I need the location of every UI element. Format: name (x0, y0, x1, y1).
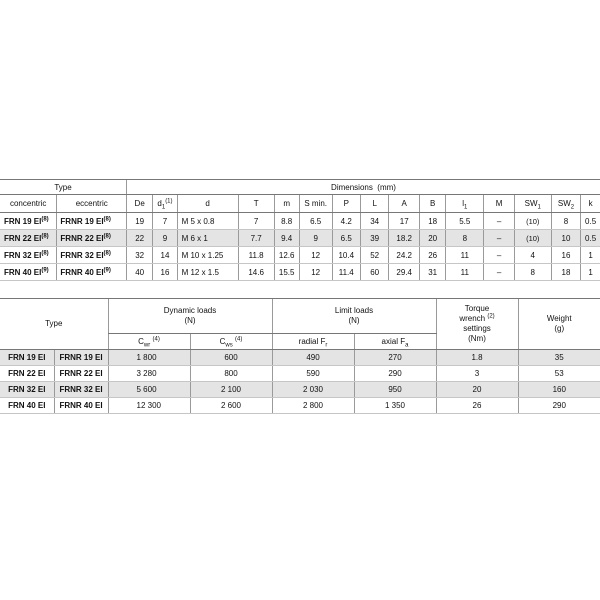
table-row (0, 213, 600, 230)
cell-cwr: 12 300 (108, 398, 190, 414)
sw2-header: $SW_2$ (551, 195, 581, 213)
cell-b: 20 (419, 230, 445, 247)
radial-header: radial $F_r$ (272, 334, 354, 350)
concentric-type: FRN 32 EI$^{(8)}$ (0, 247, 57, 264)
table-row (0, 366, 600, 382)
cell-axial: 1 350 (354, 398, 436, 414)
cell-de: 40 (127, 264, 153, 281)
cell-k: 1 (581, 247, 600, 264)
eccentric-type: FRNR 40 EI$^{(9)}$ (57, 264, 127, 281)
cell-t: 11.8 (238, 247, 274, 264)
dimensions-header: Dimensions (mm) (127, 180, 600, 195)
cell-cws: 2 600 (190, 398, 272, 414)
limit-loads-header: Limit loads (N) (272, 299, 436, 334)
cell-smin: 12 (299, 247, 332, 264)
cell-smin: 6.5 (299, 213, 332, 230)
cell-torque: 20 (436, 382, 518, 398)
cell-cws: 800 (190, 366, 272, 382)
cell-m: 12.6 (274, 247, 299, 264)
cell-d1: 16 (153, 264, 177, 281)
cell-weight: 35 (518, 350, 600, 366)
eccentric-type: FRNR 32 EI (54, 382, 108, 398)
weight-header: Weight (g) (518, 299, 600, 350)
cell-smin: 9 (299, 230, 332, 247)
cell-sw1: 8 (514, 264, 551, 281)
cell-axial: 270 (354, 350, 436, 366)
table-row (0, 382, 600, 398)
cell-b: 26 (419, 247, 445, 264)
cell-l: 52 (360, 247, 388, 264)
p-header: P (332, 195, 360, 213)
eccentric-type: FRNR 32 EI$^{(8)}$ (57, 247, 127, 264)
cell-torque: 26 (436, 398, 518, 414)
cell-l1: 11 (446, 264, 484, 281)
cell-sw2: 18 (551, 264, 581, 281)
cell-weight: 160 (518, 382, 600, 398)
cell-sw2: 10 (551, 230, 581, 247)
concentric-type: FRN 19 EI (0, 350, 54, 366)
cell-d1: 7 (153, 213, 177, 230)
m-header: m (274, 195, 299, 213)
d-header: d (177, 195, 238, 213)
cell-axial: 950 (354, 382, 436, 398)
concentric-type: FRN 22 EI$^{(8)}$ (0, 230, 57, 247)
cell-sw1: (10) (514, 213, 551, 230)
cell-l: 60 (360, 264, 388, 281)
table-row (0, 247, 600, 264)
cell-l1: 5.5 (446, 213, 484, 230)
cell-weight: 53 (518, 366, 600, 382)
concentric-type: FRN 19 EI$^{(8)}$ (0, 213, 57, 230)
eccentric-header: eccentric (57, 195, 127, 213)
cell-sw1: (10) (514, 230, 551, 247)
cell-torque: 3 (436, 366, 518, 382)
cell-a: 29.4 (389, 264, 420, 281)
sw1-header: $SW_1$ (514, 195, 551, 213)
b-header: B (419, 195, 445, 213)
cell-p: 4.2 (332, 213, 360, 230)
cell-k: 1 (581, 264, 600, 281)
cell-de: 32 (127, 247, 153, 264)
cell-m: 15.5 (274, 264, 299, 281)
cell-l1: 11 (446, 247, 484, 264)
cell-p: 11.4 (332, 264, 360, 281)
cell-l: 39 (360, 230, 388, 247)
smin-header: S min. (299, 195, 332, 213)
table-row (0, 230, 600, 247)
cell-d1: 9 (153, 230, 177, 247)
cell-t: 7.7 (238, 230, 274, 247)
cell-weight: 290 (518, 398, 600, 414)
cell-cwr: 5 600 (108, 382, 190, 398)
cell-d: M 5 x 0.8 (177, 213, 238, 230)
cell-smin: 12 (299, 264, 332, 281)
concentric-type: FRN 40 EI$^{(9)}$ (0, 264, 57, 281)
cell-k: 0.5 (581, 213, 600, 230)
d1-header: $d_1^{(1)}$ (153, 195, 177, 213)
cell-sw2: 8 (551, 213, 581, 230)
cell-p: 6.5 (332, 230, 360, 247)
cell-cws: 600 (190, 350, 272, 366)
t-header: T (238, 195, 274, 213)
dynamic-loads-header: Dynamic loads (N) (108, 299, 272, 334)
cell-mm: – (484, 230, 515, 247)
a-header: A (389, 195, 420, 213)
cell-d1: 14 (153, 247, 177, 264)
cell-mm: – (484, 213, 515, 230)
l1-header: $l_1$ (446, 195, 484, 213)
cell-de: 19 (127, 213, 153, 230)
cell-mm: – (484, 264, 515, 281)
cell-torque: 1.8 (436, 350, 518, 366)
cell-m: 8.8 (274, 213, 299, 230)
cell-a: 18.2 (389, 230, 420, 247)
cell-p: 10.4 (332, 247, 360, 264)
cell-sw2: 16 (551, 247, 581, 264)
eccentric-type: FRNR 40 EI (54, 398, 108, 414)
cell-mm: – (484, 247, 515, 264)
cell-l1: 8 (446, 230, 484, 247)
cell-m: 9.4 (274, 230, 299, 247)
l-header: L (360, 195, 388, 213)
cell-t: 14.6 (238, 264, 274, 281)
cws-header: $C_{ws}$ $^{(4)}$ (190, 334, 272, 350)
cell-b: 18 (419, 213, 445, 230)
cell-k: 0.5 (581, 230, 600, 247)
cell-d: M 12 x 1.5 (177, 264, 238, 281)
eccentric-type: FRNR 19 EI (54, 350, 108, 366)
cell-cws: 2 100 (190, 382, 272, 398)
torque-header: Torque wrench $^{(2)}$ settings (Nm) (436, 299, 518, 350)
type-header: Type (0, 299, 108, 350)
cell-d: M 10 x 1.25 (177, 247, 238, 264)
cwr-header: $C_{wr}$ $^{(4)}$ (108, 334, 190, 350)
cell-b: 31 (419, 264, 445, 281)
cell-cwr: 1 800 (108, 350, 190, 366)
type-header: Type (0, 180, 127, 195)
cell-radial: 490 (272, 350, 354, 366)
cell-a: 17 (389, 213, 420, 230)
eccentric-type: FRNR 22 EI (54, 366, 108, 382)
eccentric-type: FRNR 19 EI$^{(8)}$ (57, 213, 127, 230)
concentric-type: FRN 22 EI (0, 366, 54, 382)
cell-a: 24.2 (389, 247, 420, 264)
concentric-type: FRN 40 EI (0, 398, 54, 414)
eccentric-type: FRNR 22 EI$^{(8)}$ (57, 230, 127, 247)
cell-d: M 6 x 1 (177, 230, 238, 247)
loads-table (0, 298, 600, 414)
table-row (0, 264, 600, 281)
cell-radial: 2 030 (272, 382, 354, 398)
cell-axial: 290 (354, 366, 436, 382)
concentric-type: FRN 32 EI (0, 382, 54, 398)
concentric-header: concentric (0, 195, 57, 213)
table-row (0, 350, 600, 366)
dimensions-table (0, 179, 600, 281)
cell-de: 22 (127, 230, 153, 247)
axial-header: axial $F_a$ (354, 334, 436, 350)
cell-radial: 2 800 (272, 398, 354, 414)
de-header: De (127, 195, 153, 213)
cell-l: 34 (360, 213, 388, 230)
mm-header: M (484, 195, 515, 213)
k-header: k (581, 195, 600, 213)
cell-sw1: 4 (514, 247, 551, 264)
table-row (0, 398, 600, 414)
cell-radial: 590 (272, 366, 354, 382)
cell-cwr: 3 280 (108, 366, 190, 382)
cell-t: 7 (238, 213, 274, 230)
